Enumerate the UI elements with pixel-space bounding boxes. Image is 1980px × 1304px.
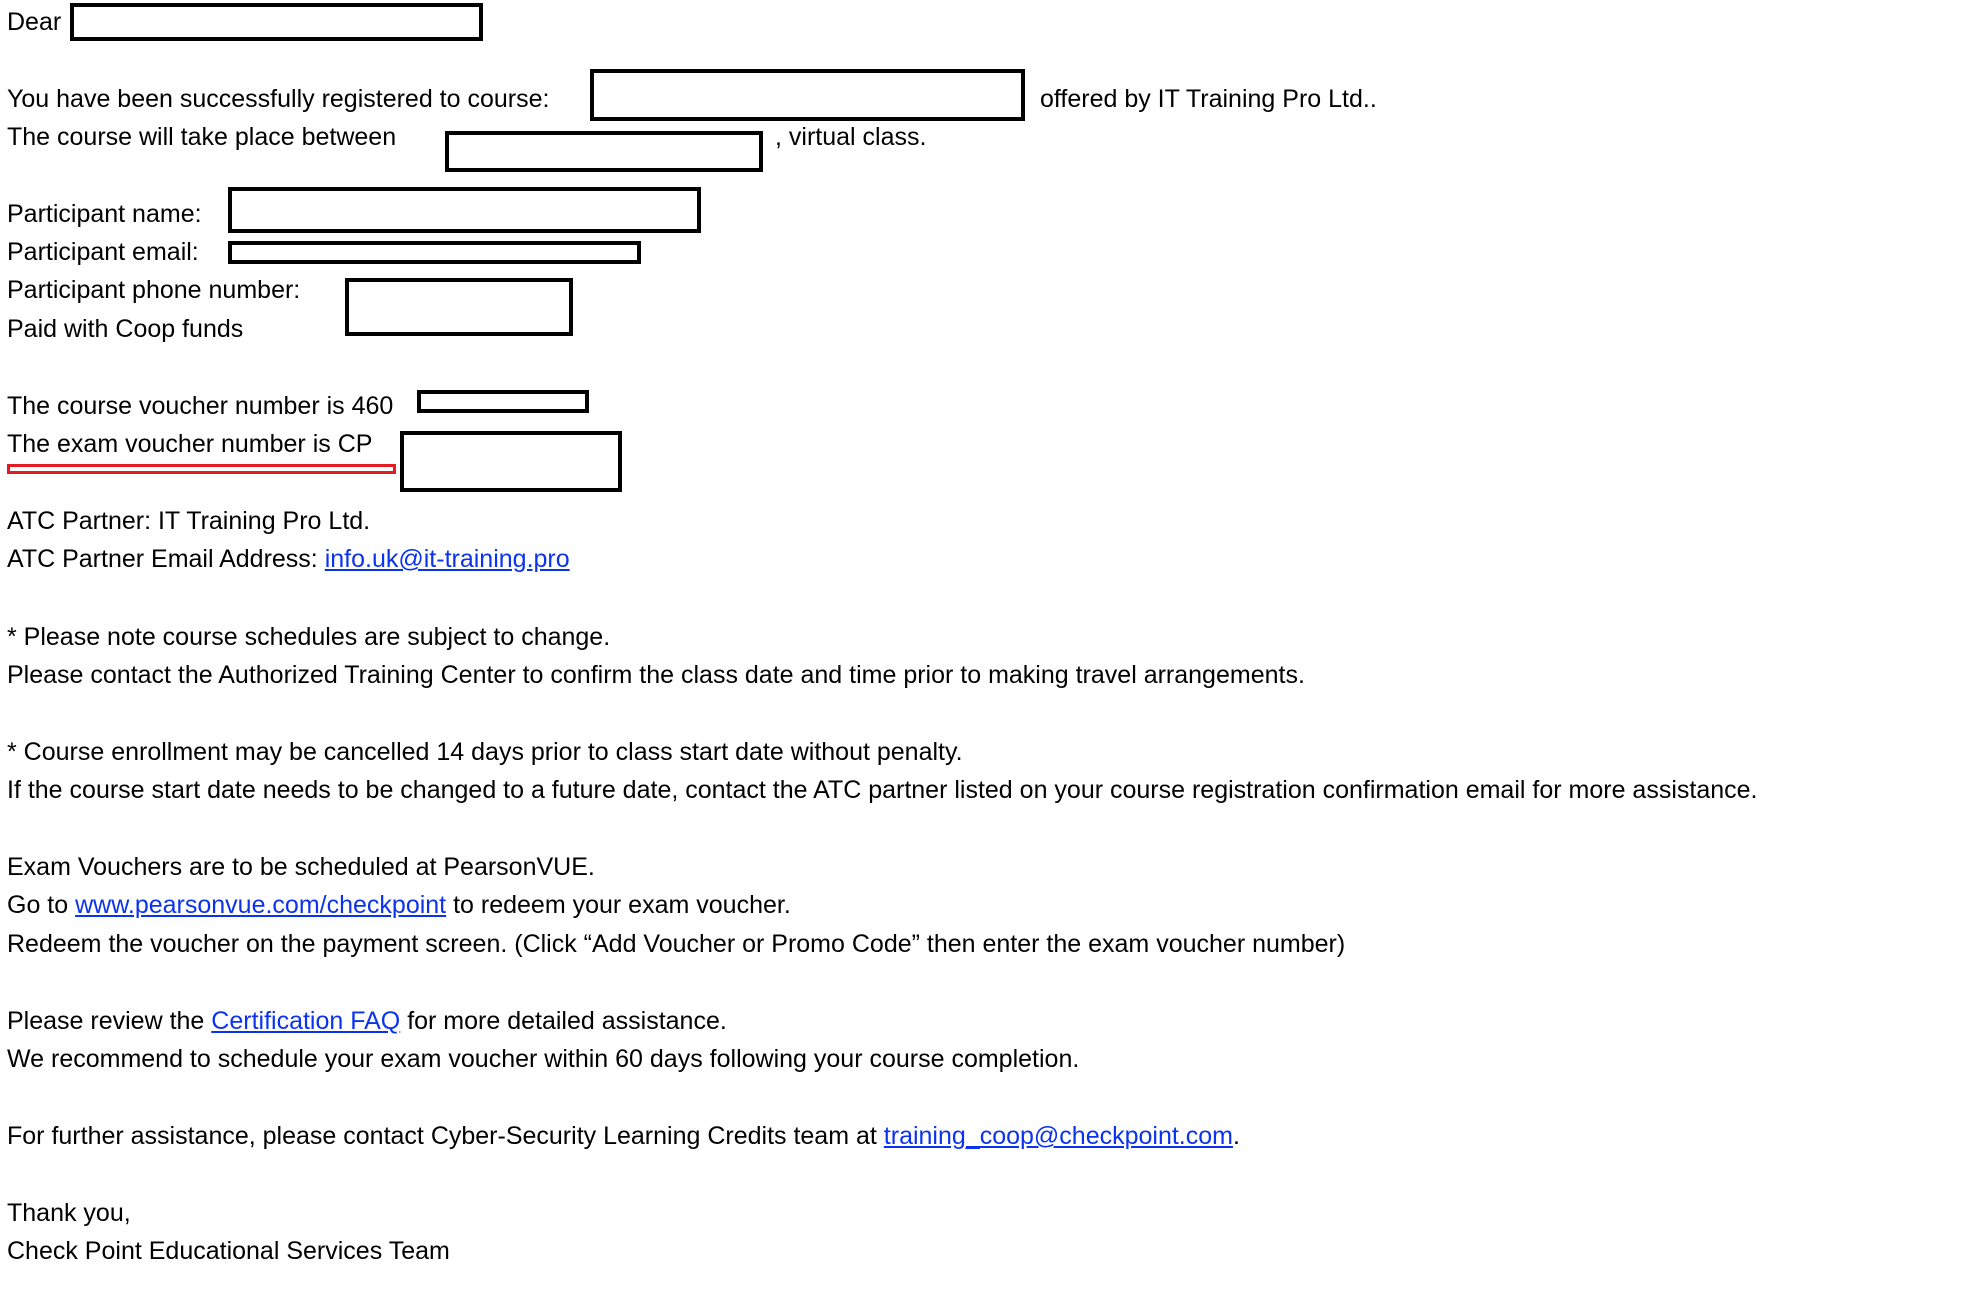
redaction-box-recipient (70, 3, 483, 41)
note-cancel-text: * Course enrollment may be cancelled 14 days prior to class start date without penalty. (7, 738, 963, 766)
review-suffix: for more detailed assistance. (407, 1007, 727, 1035)
participant-name-line (7, 197, 202, 231)
participant-email-label: Participant email: (7, 238, 199, 266)
atc-partner-line (7, 504, 370, 538)
course-dates-suffix: , virtual class. (775, 123, 927, 151)
training-coop-email-link[interactable]: training_coop@checkpoint.com (883, 1122, 1233, 1150)
paid-with-text: Paid with Coop funds (7, 315, 244, 343)
thanks-text: Thank you, (7, 1199, 131, 1227)
registered-suffix-line (1040, 82, 1377, 116)
atc-partner-text: ATC Partner: IT Training Pro Ltd. (7, 507, 371, 535)
assist-prefix: For further assistance, please contact Cyber-Security Learning Credits team at (7, 1122, 877, 1150)
exam-voucher-label: The exam voucher number is CP (7, 430, 373, 458)
redaction-box-participant-phone (345, 278, 573, 336)
redaction-box-course-dates (445, 131, 763, 172)
paid-with-line (7, 312, 243, 346)
exam-voucher-line (7, 427, 372, 461)
signature-text: Check Point Educational Services Team (7, 1237, 450, 1265)
signature-line (7, 1234, 450, 1268)
atc-email-line (7, 542, 570, 576)
redaction-box-course-voucher (417, 390, 589, 413)
course-dates-prefix: The course will take place between (7, 123, 397, 151)
note-schedule-line (7, 620, 610, 654)
participant-name-label: Participant name: (7, 200, 202, 228)
exam-schedule-text: Exam Vouchers are to be scheduled at PearsonVUE. (7, 853, 595, 881)
goto-prefix: Go to (7, 891, 69, 919)
redaction-box-participant-email (228, 241, 641, 264)
participant-phone-line (7, 273, 300, 307)
course-dates-suffix-line (775, 120, 926, 154)
redaction-box-participant-name (228, 187, 701, 233)
redaction-box-course-name (590, 69, 1025, 121)
assist-suffix: . (1232, 1122, 1240, 1150)
atc-email-label: ATC Partner Email Address: (7, 545, 318, 573)
assist-line (7, 1119, 1240, 1153)
redeem-text: Redeem the voucher on the payment screen. (Click “Add Voucher or Promo Code” then enter the exam voucher number) (7, 930, 1346, 958)
course-voucher-line (7, 389, 393, 423)
redaction-box-exam-voucher (400, 431, 622, 492)
goto-suffix: to redeem your exam voucher. (453, 891, 791, 919)
redeem-line (7, 927, 1345, 961)
certification-faq-link[interactable]: Certification FAQ (211, 1007, 401, 1035)
review-line (7, 1004, 727, 1038)
course-dates-line (7, 120, 396, 154)
registered-prefix: You have been successfully registered to course: (7, 85, 550, 113)
review-prefix: Please review the (7, 1007, 205, 1035)
registered-suffix: offered by IT Training Pro Ltd.. (1040, 85, 1377, 113)
note-change-line (7, 773, 1757, 807)
recommend-line (7, 1042, 1079, 1076)
note-contact-text: Please contact the Authorized Training Center to confirm the class date and time prior to making travel arrangements. (7, 661, 1305, 689)
note-contact-line (7, 658, 1305, 692)
goto-line (7, 888, 791, 922)
pearsonvue-link[interactable]: www.pearsonvue.com/checkpoint (75, 891, 447, 919)
exam-schedule-line (7, 850, 595, 884)
greeting-text: Dear (7, 8, 62, 36)
greeting-line (7, 5, 61, 39)
course-voucher-label: The course voucher number is 460 (7, 392, 394, 420)
registered-line (7, 82, 549, 116)
thanks-line (7, 1196, 131, 1230)
participant-email-line (7, 235, 199, 269)
atc-email-link[interactable]: info.uk@it-training.pro (324, 545, 570, 573)
note-change-text: If the course start date needs to be changed to a future date, contact the ATC partner listed on your course registration confirmation email for more assistance. (7, 776, 1758, 804)
recommend-text: We recommend to schedule your exam voucher within 60 days following your course completion. (7, 1045, 1080, 1073)
spellcheck-underline (7, 464, 396, 474)
participant-phone-label: Participant phone number: (7, 276, 301, 304)
note-schedule-text: * Please note course schedules are subject to change. (7, 623, 611, 651)
note-cancel-line (7, 735, 963, 769)
